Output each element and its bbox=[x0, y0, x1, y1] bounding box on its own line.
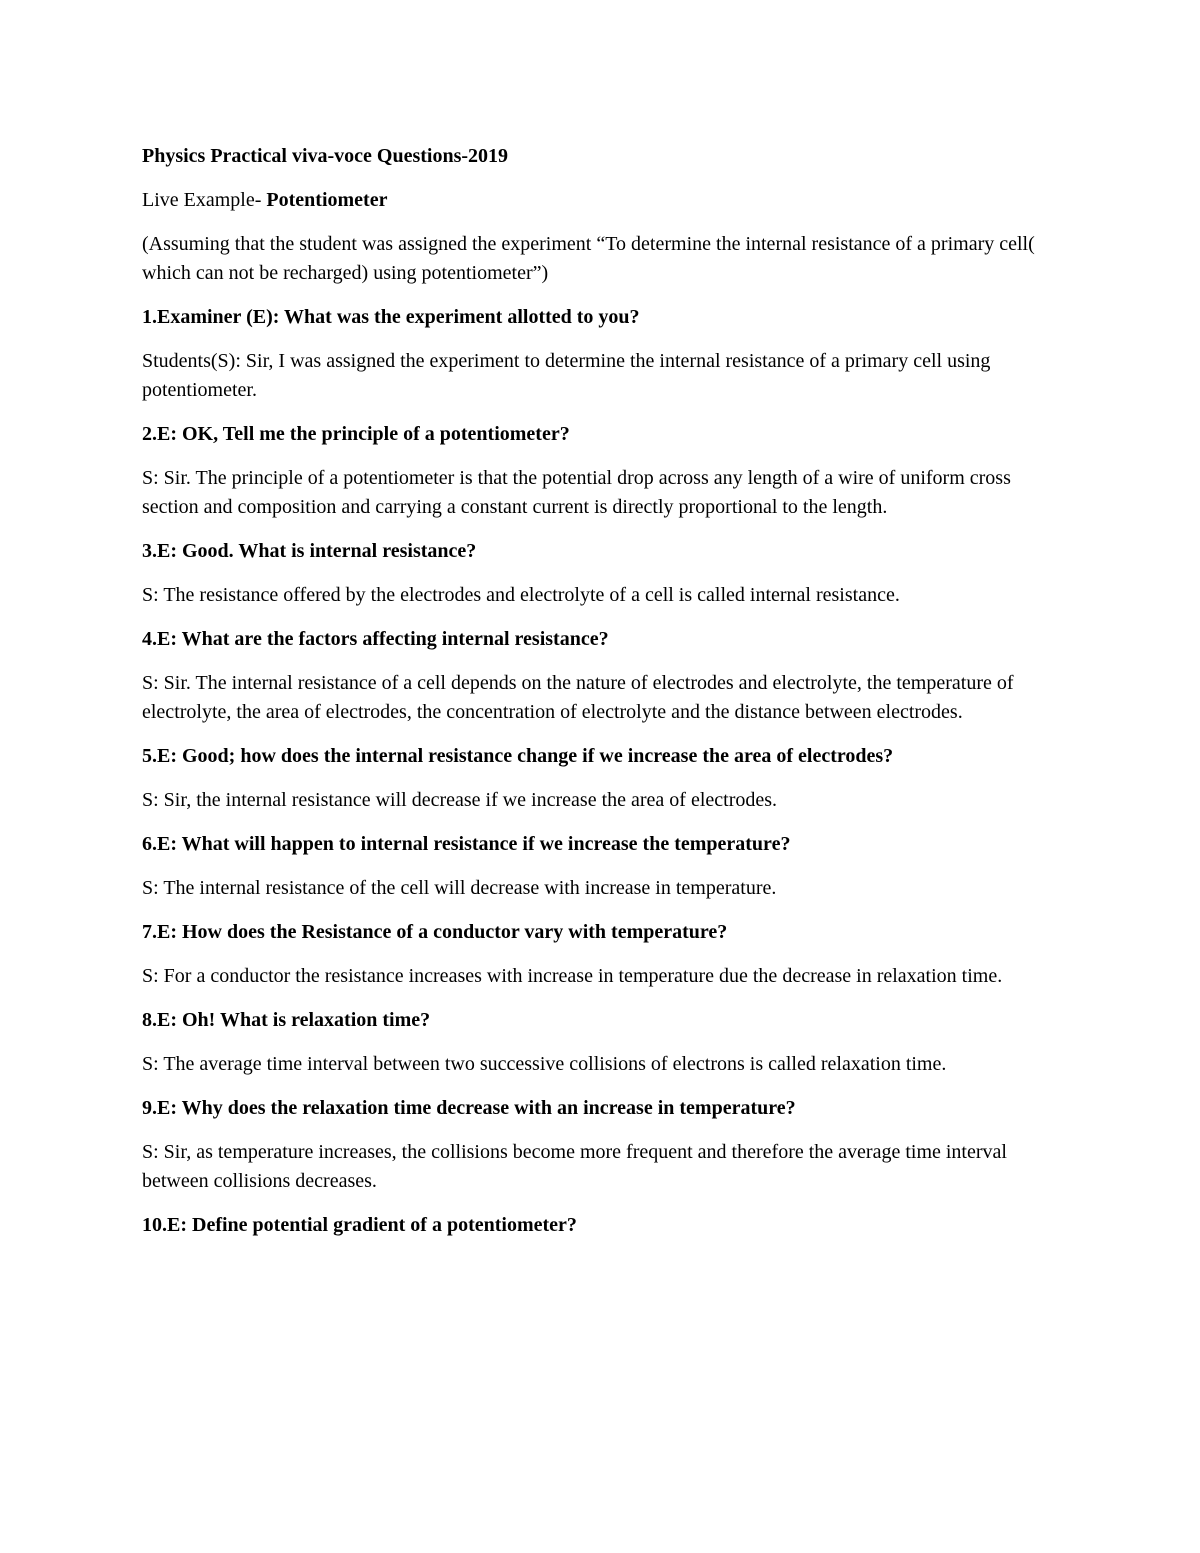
answer-6: S: The internal resistance of the cell will decrease with increase in temperature. bbox=[142, 877, 777, 899]
question-8: 8.E: Oh! What is relaxation time? bbox=[142, 1009, 431, 1031]
answer-9: S: Sir, as temperature increases, the collisions become more frequent and therefore the average time interval between collisions decreases. bbox=[142, 1141, 1007, 1192]
live-example-topic: Potentiometer bbox=[266, 189, 388, 211]
question-5: 5.E: Good; how does the internal resistance change if we increase the area of electrodes? bbox=[142, 745, 894, 767]
answer-8: S: The average time interval between two successive collisions of electrons is called relaxation time. bbox=[142, 1053, 947, 1075]
live-example-prefix: Live Example- bbox=[142, 189, 267, 211]
document-body bbox=[142, 142, 1062, 1255]
document-title: Physics Practical viva-voce Questions-2019 bbox=[142, 145, 509, 167]
answer-4: S: Sir. The internal resistance of a cell depends on the nature of electrodes and electrolyte, the temperature of electrolyte, the area of electrodes, the concentration of electrolyte and the distance between electrodes. bbox=[142, 672, 1014, 723]
answer-5: S: Sir, the internal resistance will decrease if we increase the area of electrodes. bbox=[142, 789, 778, 811]
question-10: 10.E: Define potential gradient of a potentiometer? bbox=[142, 1214, 577, 1236]
live-example-line bbox=[142, 186, 1062, 215]
intro-paragraph: (Assuming that the student was assigned the experiment “To determine the internal resistance of a primary cell( which can not be recharged) using potentiometer”) bbox=[142, 233, 1035, 284]
question-9: 9.E: Why does the relaxation time decrease with an increase in temperature? bbox=[142, 1097, 796, 1119]
question-1: 1.Examiner (E): What was the experiment allotted to you? bbox=[142, 306, 640, 328]
answer-7: S: For a conductor the resistance increases with increase in temperature due the decrease in relaxation time. bbox=[142, 965, 1003, 987]
question-4: 4.E: What are the factors affecting internal resistance? bbox=[142, 628, 609, 650]
question-6: 6.E: What will happen to internal resistance if we increase the temperature? bbox=[142, 833, 791, 855]
answer-3: S: The resistance offered by the electrodes and electrolyte of a cell is called internal resistance. bbox=[142, 584, 900, 606]
answer-1: Students(S): Sir, I was assigned the experiment to determine the internal resistance of a primary cell using potentiometer. bbox=[142, 350, 991, 401]
question-2: 2.E: OK, Tell me the principle of a potentiometer? bbox=[142, 423, 570, 445]
answer-2: S: Sir. The principle of a potentiometer is that the potential drop across any length of a wire of uniform cross section and composition and carrying a constant current is directly proportional to the length. bbox=[142, 467, 1011, 518]
question-3: 3.E: Good. What is internal resistance? bbox=[142, 540, 477, 562]
question-7: 7.E: How does the Resistance of a conductor vary with temperature? bbox=[142, 921, 728, 943]
